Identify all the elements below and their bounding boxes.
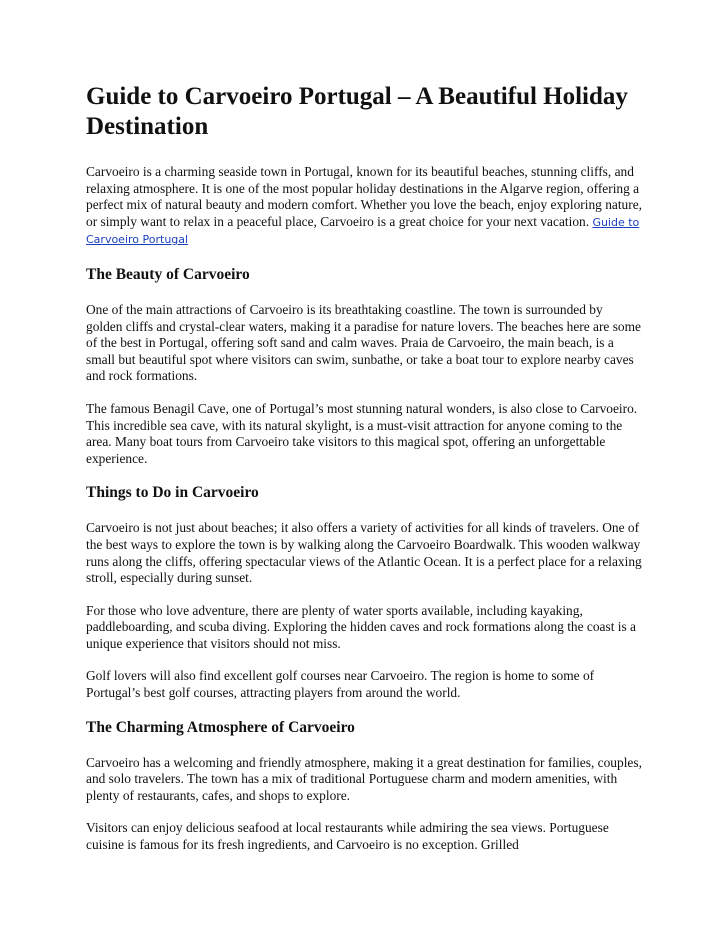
section-heading-atmosphere: The Charming Atmosphere of Carvoeiro	[86, 718, 355, 736]
section-heading-beauty: The Beauty of Carvoeiro	[86, 265, 250, 283]
paragraph: Carvoeiro is not just about beaches; it also offers a variety of activities for all kinds of travelers. One of the best ways to explore the town is by walking along the Carvoeiro Boardwalk. This wooden walkway runs along the cliffs, offering spectacular views of the Atlantic Ocean. It is a perfect place for a relaxing stroll, especially during sunset.	[86, 520, 642, 586]
section-heading-things-to-do: Things to Do in Carvoeiro	[86, 484, 259, 502]
guide-link[interactable]: Guide to Carvoeiro Portugal	[86, 215, 640, 247]
paragraph: One of the main attractions of Carvoeiro is its breathtaking coastline. The town is surrounded by golden cliffs and crystal-clear waters, making it a paradise for nature lovers. The beaches here are some of the best in Portugal, offering soft sand and calm waves. Praia de Carvoeiro, the main beach, is a small but beautiful spot where visitors can swim, sunbathe, or take a boat tour to explore nearby caves and rock formations.	[86, 301, 641, 384]
document-title: Guide to Carvoeiro Portugal – A Beautiful Holiday Destination	[86, 83, 628, 140]
paragraph: For those who love adventure, there are plenty of water sports available, including kayaking, paddleboarding, and scuba diving. Exploring the hidden caves and rock formations along the coast is a unique experience that visitors should not miss.	[86, 602, 636, 651]
document-page	[86, 82, 642, 870]
intro-paragraph	[86, 164, 642, 249]
paragraph: Visitors can enjoy delicious seafood at local restaurants while admiring the sea views. Portuguese cuisine is famous for its fresh ingredients, and Carvoeiro is no exception. Grilled	[86, 820, 609, 853]
paragraph: The famous Benagil Cave, one of Portugal’s most stunning natural wonders, is also close to Carvoeiro. This incredible sea cave, with its natural skylight, is a must-visit attraction for anyone coming to the area. Many boat tours from Carvoeiro take visitors to this magical spot, offering an unforgettable experience.	[86, 400, 638, 466]
paragraph: Golf lovers will also find excellent golf courses near Carvoeiro. The region is home to some of Portugal’s best golf courses, attracting players from around the world.	[86, 668, 595, 701]
paragraph: Carvoeiro has a welcoming and friendly atmosphere, making it a great destination for families, couples, and solo travelers. The town has a mix of traditional Portuguese charm and modern amenities, with plenty of restaurants, cafes, and shops to explore.	[86, 754, 642, 803]
intro-text: Carvoeiro is a charming seaside town in Portugal, known for its beautiful beaches, stunning cliffs, and relaxing atmosphere. It is one of the most popular holiday destinations in the Algarve region, offering a perfect mix of natural beauty and modern comfort. Whether you love the beach, enjoy exploring nature, or simply want to relax in a peaceful place, Carvoeiro is a great choice for your next vacation.	[86, 164, 643, 229]
